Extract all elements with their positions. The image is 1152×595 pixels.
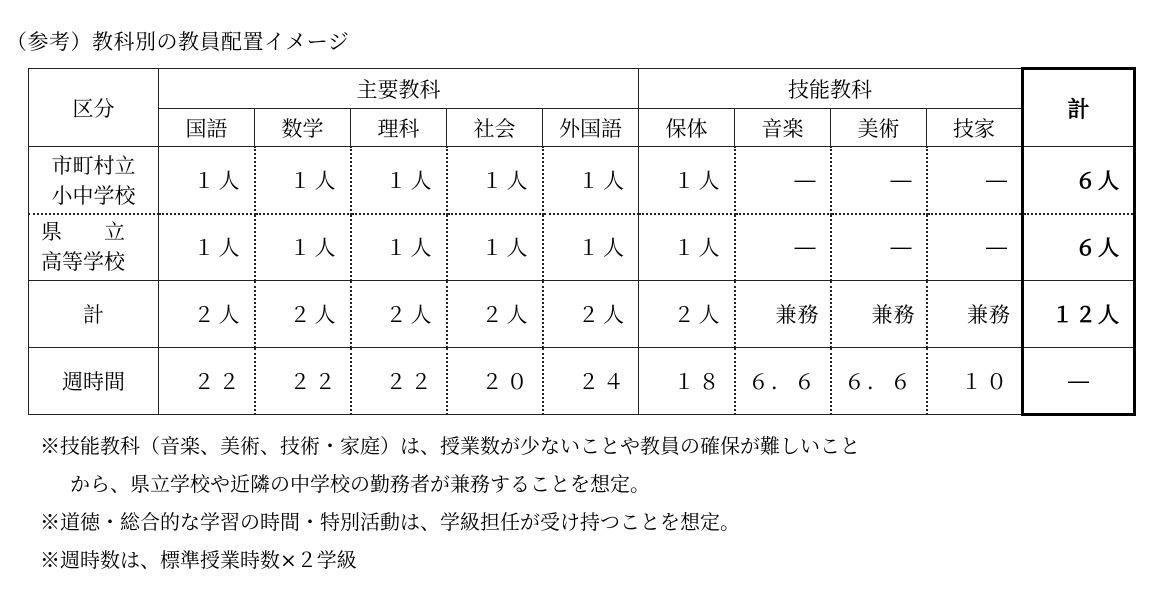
table-cell: １人 (351, 147, 447, 214)
row-label-line: 市町村立 (51, 153, 136, 178)
table-cell: １人 (543, 147, 639, 214)
total-cell: ６人 (1023, 214, 1135, 281)
row-label-prefectural (29, 214, 159, 281)
table-cell: ２２ (351, 348, 447, 415)
table-cell: ２人 (639, 281, 735, 348)
table-cell: １人 (159, 214, 255, 281)
table-cell: ６．６ (735, 348, 831, 415)
table-cell: １人 (255, 147, 351, 214)
subject-header: 国語 (159, 109, 255, 147)
table-cell: ２人 (159, 281, 255, 348)
row-label-line: 高等学校 (41, 250, 125, 275)
total-header: 計 (1023, 69, 1135, 147)
table-cell: １人 (447, 147, 543, 214)
table-cell: ― (831, 147, 927, 214)
subject-header: 社会 (447, 109, 543, 147)
subject-header: 美術 (831, 109, 927, 147)
subject-header: 保体 (639, 109, 735, 147)
page-title: （参考）教科別の教員配置イメージ (6, 30, 350, 54)
table-cell: ― (735, 214, 831, 281)
table-cell: ２人 (351, 281, 447, 348)
subject-header: 理科 (351, 109, 447, 147)
row-label-total: 計 (29, 281, 159, 348)
table-cell: ２２ (159, 348, 255, 415)
table-cell: １人 (639, 147, 735, 214)
table-cell: ２２ (255, 348, 351, 415)
table-cell: ― (831, 214, 927, 281)
notes (40, 427, 860, 579)
table-cell: 兼務 (831, 281, 927, 348)
staffing-table (28, 67, 1136, 416)
table-cell: 兼務 (735, 281, 831, 348)
row-label-line: 県 立 (41, 220, 125, 245)
table-cell: １０ (927, 348, 1023, 415)
subject-header: 音楽 (735, 109, 831, 147)
note-line: ※週時数は、標準授業時数×２学級 (40, 548, 357, 572)
table-cell: ― (927, 147, 1023, 214)
table-cell: １人 (543, 214, 639, 281)
table-cell: 兼務 (927, 281, 1023, 348)
table-cell: ２４ (543, 348, 639, 415)
table-cell: ２人 (255, 281, 351, 348)
note-line: から、県立学校や近隣の中学校の勤務者が兼務することを想定。 (70, 472, 650, 496)
row-label-weekly-hours: 週時間 (29, 348, 159, 415)
note-line: ※技能教科（音楽、美術、技術・家庭）は、授業数が少ないことや教員の確保が難しいこと (40, 434, 860, 458)
note-line: ※道徳・総合的な学習の時間・特別活動は、学級担任が受け持つことを想定。 (40, 510, 740, 534)
table-cell: ２０ (447, 348, 543, 415)
subject-header: 外国語 (543, 109, 639, 147)
table-cell: ― (735, 147, 831, 214)
row-label-municipal (29, 147, 159, 214)
table-cell: １８ (639, 348, 735, 415)
table-cell: １人 (639, 214, 735, 281)
row-label-line: 小中学校 (51, 183, 136, 208)
total-cell: ６人 (1023, 147, 1135, 214)
table-cell: １人 (159, 147, 255, 214)
subject-header: 技家 (927, 109, 1023, 147)
table-cell: １人 (447, 214, 543, 281)
kubun-header: 区分 (29, 69, 159, 147)
table-cell: ２人 (447, 281, 543, 348)
table-cell: ― (927, 214, 1023, 281)
total-cell: １２人 (1023, 281, 1135, 348)
total-cell: ― (1023, 348, 1135, 415)
main-subjects-header: 主要教科 (159, 69, 639, 109)
table-cell: １人 (255, 214, 351, 281)
table-cell: ２人 (543, 281, 639, 348)
skill-subjects-header: 技能教科 (639, 69, 1023, 109)
table-cell: ６．６ (831, 348, 927, 415)
table-cell: １人 (351, 214, 447, 281)
subject-header: 数学 (255, 109, 351, 147)
